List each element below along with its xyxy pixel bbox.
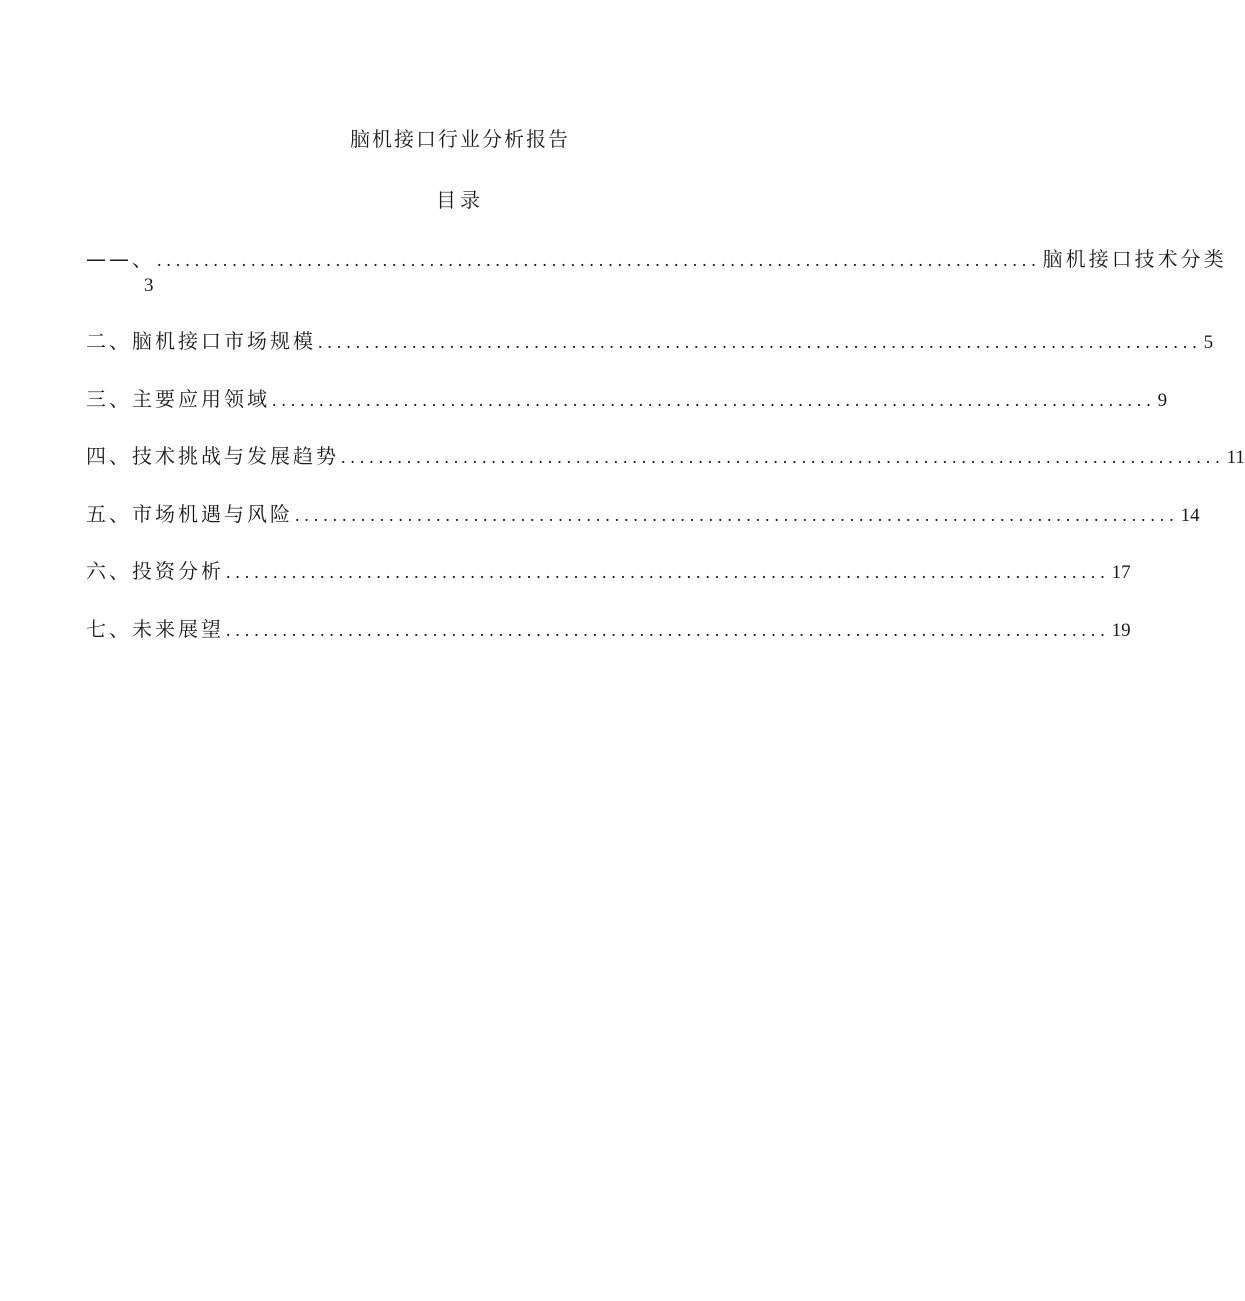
toc-entry[interactable] — [86, 326, 1214, 356]
toc-entry-page: 3 — [144, 275, 154, 296]
toc-entry-label: 脑机接口技术分类 — [1042, 247, 1227, 271]
toc-entry[interactable] — [86, 384, 1168, 414]
toc-heading: 目录 — [436, 188, 484, 212]
toc-dot-leader: .............................................................................................. — [226, 562, 1110, 582]
toc-entry-label: 四、技术挑战与发展趋势 — [86, 444, 339, 468]
toc-entry-page: 5 — [1203, 332, 1214, 353]
toc-dot-leader: .............................................................................................. — [226, 620, 1110, 640]
toc-dot-leader: .............................................................................................. — [295, 505, 1179, 525]
toc-entry-page: 17 — [1111, 562, 1131, 583]
toc-dot-leader: .............................................................................................. — [157, 250, 1041, 270]
toc-entry-prefix: ——、 — [86, 247, 155, 271]
toc-dot-leader: .............................................................................................. — [318, 332, 1202, 352]
toc-entry[interactable] — [86, 244, 1227, 274]
toc-entry-page: 11 — [1226, 447, 1245, 468]
toc-entry-label: 六、投资分析 — [86, 559, 224, 583]
toc-entry[interactable] — [86, 499, 1200, 529]
toc-entry-label: 七、未来展望 — [86, 617, 224, 641]
toc-entry-page: 14 — [1180, 505, 1200, 526]
toc-dot-leader: .............................................................................................. — [341, 447, 1225, 467]
toc-dot-leader: .............................................................................................. — [272, 390, 1156, 410]
toc-entry[interactable] — [86, 556, 1131, 586]
toc-entry-label: 三、主要应用领域 — [86, 387, 270, 411]
toc-entry-page: 9 — [1157, 390, 1168, 411]
toc-entry-page: 19 — [1111, 620, 1131, 641]
toc-entry[interactable] — [86, 441, 1245, 471]
toc-entry-label: 五、市场机遇与风险 — [86, 502, 293, 526]
toc-entry-label: 二、脑机接口市场规模 — [86, 329, 316, 353]
document-title: 脑机接口行业分析报告 — [350, 127, 570, 151]
toc-entry[interactable] — [86, 614, 1131, 644]
